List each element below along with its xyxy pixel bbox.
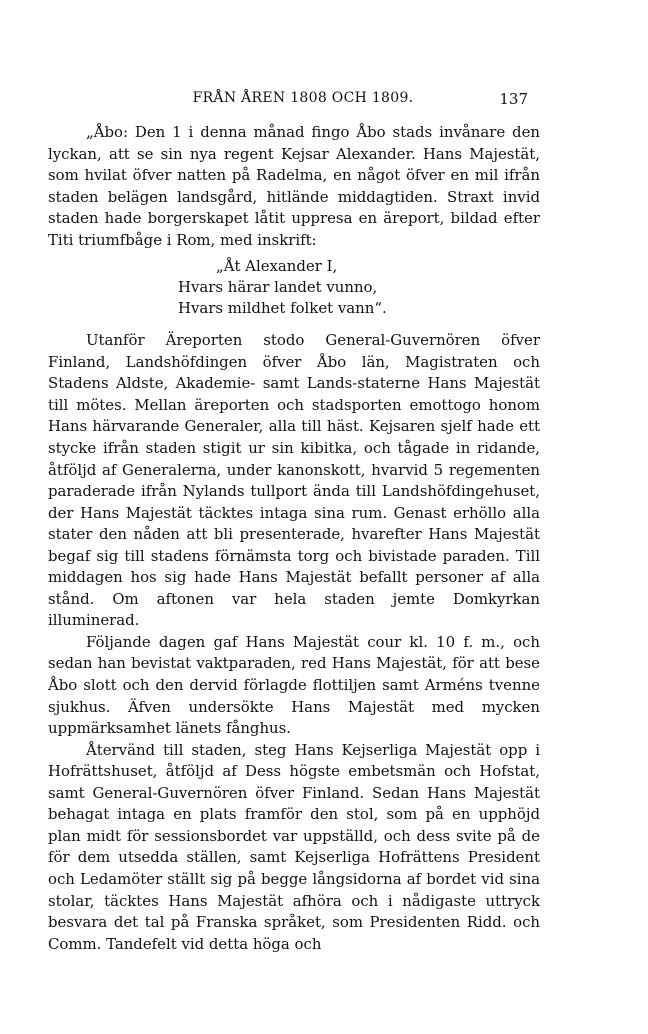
inscription-line: Hvars härar landet vunno, <box>178 278 378 297</box>
inscription-line: „Åt Alexander I, <box>216 257 338 276</box>
paragraph-abo-arrival: „Åbo: Den 1 i denna månad fingo Åbo stads invånare den lyckan, att se sin nya regent Kejsar Alexander. Hans Majestät, som hvilat öfver natten på Radelma, en något öfver en mil ifrån staden belägen landsgård, hitlände middagtiden. Straxt invid staden hade borgerskapet låtit uppresa en äreport, bildad efter Titi triumfbåge i Rom, med inskrift: <box>48 123 540 249</box>
inscription-line: Hvars mildhet folket vann“. <box>178 299 387 318</box>
page-number: 137 <box>499 90 528 108</box>
paragraph-reception: Utanför Äreporten stodo General-Guvernören öfver Finland, Landshöfdingen öfver Åbo län, Magistraten och Stadens Aldste, Akademie- samt Lands-staterne Hans Majestät till mötes. Mellan äreporten och stadsporten emottogo honom Hans härvarande Generaler, alla till häst. Kejsaren sjelf hade ett stycke ifrån staden stigit ur sin kibitka, och tågade in ridande, åtföljd af Generalerna, under kanonskott, hvarvid 5 regementen paraderade ifrån Nylands tullport ända till Landshöfdingehuset, der Hans Majestät täcktes intaga sina rum. Genast erhöllo alla stater den nåden att bli presenterade, hvarefter Hans Majestät begaf sig till stadens förnämsta torg och bivistade paraden. Till middagen hos sig hade Hans Majestät befallt personer af alla stånd. Om aftonen var hela staden jemte Domkyrkan illuminerad. <box>48 331 540 630</box>
paragraph-following-day: Följande dagen gaf Hans Majestät cour kl. 10 f. m., och sedan han bevistat vaktparaden, red Hans Majestät, för att bese Åbo slott och den dervid förlagde flottiljen samt Arméns tvenne sjukhus. Äfven undersökte Hans Majestät med mycken uppmärksamhet länets fånghus. <box>48 632 540 738</box>
paragraph-hofratt: Återvänd till staden, steg Hans Kejserliga Majestät opp i Hofrättshuset, åtföljd af Dess högste embetsmän och Hofstat, samt General-Guvernören öfver Finland. Sedan Hans Majestät behagat intaga en plats framför den stol, som på en upphöjd plan midt för sessionsbordet var uppställd, och dess svite på de för dem utsedda ställen, samt Kejserliga Hofrättens President och Ledamöter ställt sig på begge långsidorna af bordet vid sina stolar, täcktes Hans Majestät afhöra och i nådigaste uttryck besvara det tal på Franska språket, som Presidenten Ridd. och Comm. Tandefelt vid detta höga och <box>48 740 540 953</box>
inscription-verse <box>178 256 540 319</box>
running-title: FRÅN ÅREN 1808 OCH 1809. <box>192 90 414 106</box>
body-text <box>48 122 540 955</box>
page-header <box>48 90 528 112</box>
